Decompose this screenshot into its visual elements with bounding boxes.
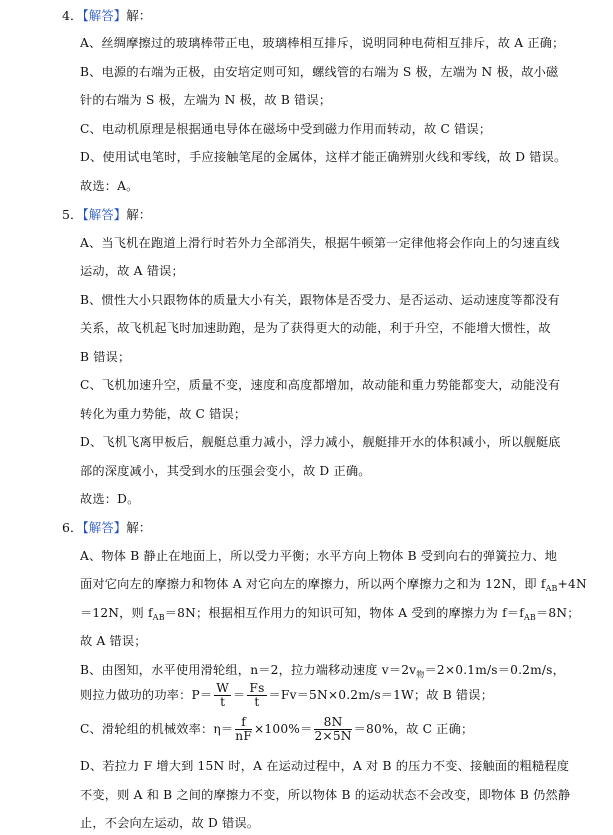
- q4-option-d: D、使用试电笔时，手应接触笔尾的金属体，这样才能正确辨别火线和零线，故 D 错误。: [80, 150, 567, 164]
- q4-option-a: A、丝绸摩擦过的玻璃棒带正电，玻璃棒相互排斥，说明同种电荷相互排斥，故 A 正确；: [80, 36, 565, 50]
- q5-option-d-cont: 部的深度减小，其受到水的压强会变小，故 D 正确。: [80, 464, 371, 478]
- q4-answer: 故选：A。: [80, 179, 139, 193]
- q6-option-a-cont: 面对它向左的摩擦力和物体 A 对它向左的摩擦力，所以两个摩擦力之和为 12N，即 $f_{AB}+4N$: [80, 577, 587, 593]
- solution-label: 解：: [126, 207, 152, 222]
- q5-answer: 故选：D。: [80, 492, 140, 506]
- q5-option-a: A、当飞机在跑道上滑行时若外力全部消失，根据牛顿第一定律他将会作向上的匀速直线: [80, 236, 560, 250]
- answer-tag: 【解答】: [82, 520, 127, 535]
- q5-option-b: B、惯性大小只跟物体的质量大小有关，跟物体是否受力、是否运动、运动速度等都没有: [80, 293, 560, 307]
- q5-option-d: D、飞机飞离甲板后，舰艇总重力减小，浮力减小，舰艇排开水的体积减小，所以舰艇底: [80, 435, 561, 449]
- answer-tag: 【解答】: [82, 207, 127, 222]
- fraction: $\frac{f}{nF}$: [235, 715, 253, 743]
- q4-option-c: C、电动机原理是根据通电导体在磁场中受到磁力作用而转动，故 C 错误；: [80, 122, 492, 136]
- question-6-header: [62, 518, 151, 536]
- q6-option-d: D、若拉力 F 增大到 15N 时，A 在运动过程中，A 对 B 的压力不变、接触面的粗糙程度: [80, 759, 570, 773]
- q6-option-a: A、物体 B 静止在地面上，所以受力平衡；水平方向上物体 B 受到向右的弹簧拉力、地: [80, 549, 558, 563]
- fraction: $\frac{Fs}{t}$: [249, 681, 265, 709]
- q6-option-b-power-formula: 则拉力做功的功率：P＝ $\frac{W}{t}$ ＝ $\frac{Fs}{t}$ ＝Fv＝5N×0.2m/s＝1W；故 B 错误；: [80, 681, 494, 709]
- solution-label: 解：: [126, 8, 152, 23]
- q4-option-b: B、电源的右端为正极，由安培定则可知，螺线管的右端为 S 极，左端为 N 极，故小磁: [80, 65, 559, 79]
- solution-label: 解：: [126, 520, 152, 535]
- q6-option-d-cont: 不变，则 A 和 B 之间的摩擦力不变，所以物体 B 的运动状态不会改变，即物体 B 仍然静: [80, 788, 571, 802]
- q5-option-c: C、飞机加速升空，质量不变，速度和高度都增加，故动能和重力势能都变大，动能没有: [80, 378, 561, 392]
- fraction: $\frac{8N}{2\times 5N}$: [314, 715, 352, 743]
- question-number: 4．: [62, 8, 83, 23]
- q5-option-b-cont2: B 错误；: [80, 350, 131, 364]
- q5-option-b-cont: 关系，故飞机起飞时加速助跑，是为了获得更大的动能，利于升空，不能增大惯性，故: [80, 321, 551, 335]
- q6-option-a-cont2: ＝12N，则 $f_{AB}=8N$；根据相互作用力的知识可知，物体 A 受到的摩擦力为 $f=f_{AB}=8N$；: [80, 606, 580, 622]
- question-4-header: [62, 6, 151, 24]
- q6-option-b: B、由图知，水平使用滑轮组，n＝2，拉力端移动速度 $v=2v_物=2\times 0.1m/s=0.2m/s$，: [80, 663, 566, 679]
- question-number: 6．: [62, 520, 83, 535]
- q6-option-c: C、滑轮组的机械效率：η＝ $\frac{f}{nF}$ ×100%＝ $\frac{8N}{2\times 5N}$ ＝80%，故 C 正确；: [80, 715, 474, 743]
- q6-option-d-cont2: 止，不会向左运动，故 D 错误。: [80, 816, 260, 830]
- question-number: 5．: [62, 207, 83, 222]
- q5-option-a-cont: 运动，故 A 错误；: [80, 264, 184, 278]
- answer-tag: 【解答】: [82, 8, 127, 23]
- q5-option-c-cont: 转化为重力势能，故 C 错误；: [80, 407, 247, 421]
- q6-option-a-conclusion: 故 A 错误；: [80, 634, 147, 648]
- fraction: $\frac{W}{t}$: [216, 681, 230, 709]
- question-5-header: [62, 205, 151, 223]
- q4-option-b-cont: 针的右端为 S 极，左端为 N 极，故 B 错误；: [80, 93, 332, 107]
